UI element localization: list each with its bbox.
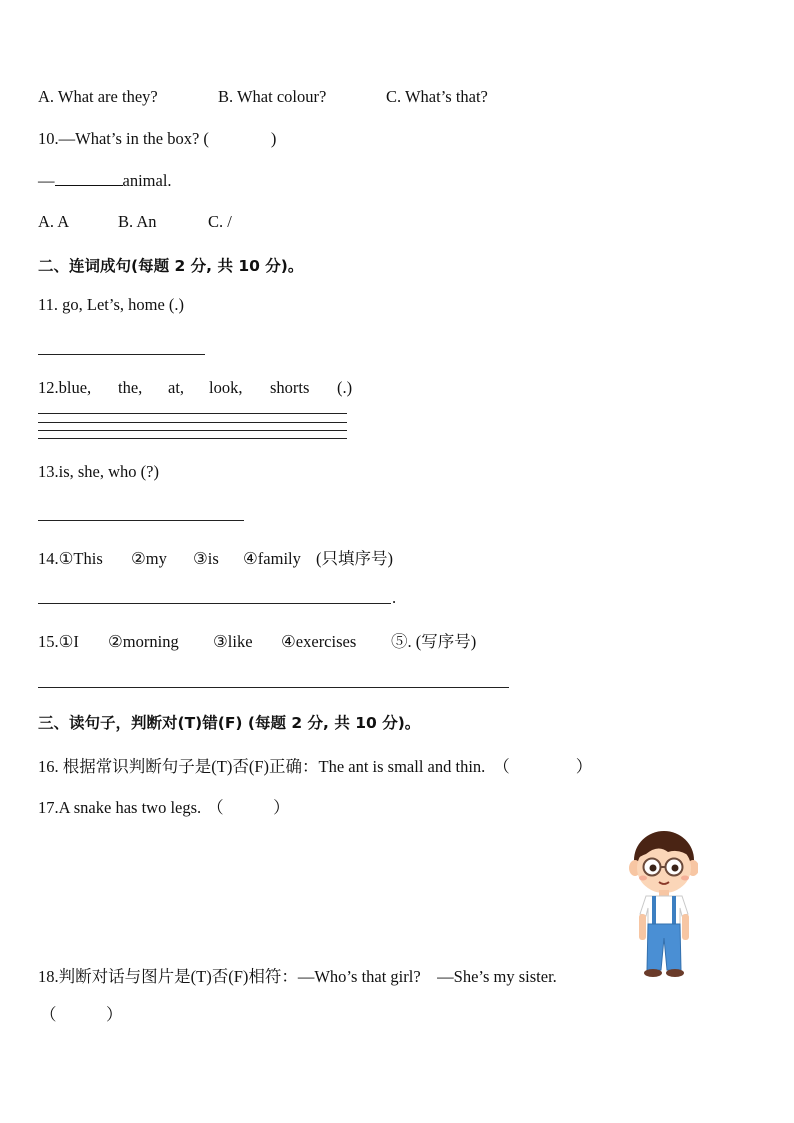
q18-answer-paren[interactable]: （ ） — [40, 1005, 123, 1024]
q12-text — [38, 378, 352, 398]
q15-word-4: ④exercises — [281, 632, 357, 651]
q11-text: 11. go, Let’s, home (.) — [38, 295, 185, 314]
q12-word-5: shorts — [270, 378, 310, 397]
q15-word-3: ③like — [213, 632, 253, 651]
q13-answer-line[interactable] — [38, 520, 244, 521]
q12-answer-line-1[interactable] — [38, 413, 347, 414]
q10-options — [38, 212, 232, 232]
q15-word-5: ⑤. (写序号) — [391, 632, 477, 651]
q10-answer-prefix: — — [38, 171, 55, 190]
q12-word-6: (.) — [337, 378, 353, 397]
q14-word-1: 14.①This — [38, 549, 103, 568]
q9-options — [38, 87, 488, 107]
q12-word-3: at, — [168, 378, 185, 397]
q16-text: 16. 根据常识判断句子是(T)否(F)正确：The ant is small and thin. — [38, 757, 486, 776]
q10-question — [38, 129, 276, 149]
q18-text: 18.判断对话与图片是(T)否(F)相符：—Who’s that girl? —She’s my sister. — [38, 967, 557, 986]
q14-word-3: ③is — [193, 549, 219, 568]
q10-option-c: C. / — [208, 212, 232, 231]
q10-blank[interactable] — [55, 170, 123, 186]
q10-question-text: 10.—What’s in the box? ( — [38, 129, 209, 148]
q12-word-4: look, — [209, 378, 243, 397]
q14-text — [38, 545, 393, 569]
q12-answer-line-2[interactable] — [38, 422, 347, 423]
q16-answer-paren[interactable]: （ ） — [493, 757, 593, 776]
q14-hint: (只填序号) — [316, 549, 393, 568]
q14-word-4: ④family — [243, 549, 301, 568]
q15-word-1: 15.①I — [38, 632, 79, 651]
q10-answer-line — [38, 170, 172, 191]
q10-answer-suffix: animal. — [122, 171, 172, 190]
q11-answer-line[interactable] — [38, 354, 205, 355]
q9-option-a: A. What are they? — [38, 87, 158, 106]
boy-with-glasses-icon — [628, 830, 698, 980]
q15-text — [38, 628, 476, 652]
section2-title: 二、连词成句(每题 2 分, 共 10 分)。 — [38, 257, 304, 275]
q16-line — [38, 753, 592, 777]
q10-option-a: A. A — [38, 212, 70, 231]
q10-close-paren: ) — [270, 129, 277, 148]
q14-end-period: . — [392, 588, 397, 607]
q14-word-2: ②my — [131, 549, 167, 568]
q12-word-1: 12.blue, — [38, 378, 92, 397]
q17-line — [38, 794, 290, 818]
q9-option-c: C. What’s that? — [386, 87, 488, 106]
q15-word-2: ②morning — [108, 632, 179, 651]
q17-text: 17.A snake has two legs. — [38, 798, 202, 817]
q12-word-2: the, — [118, 378, 143, 397]
q9-option-b: B. What colour? — [218, 87, 327, 106]
q17-answer-paren[interactable]: （ ） — [207, 798, 290, 817]
q13-text: 13.is, she, who (?) — [38, 462, 159, 481]
section3-title: 三、读句子，判断对(T)错(F) (每题 2 分, 共 10 分)。 — [38, 714, 421, 732]
q15-answer-line[interactable] — [38, 687, 509, 688]
q10-option-b: B. An — [118, 212, 157, 231]
q14-answer-line[interactable] — [38, 603, 391, 604]
q12-answer-line-3[interactable] — [38, 430, 347, 431]
q12-answer-line-4[interactable] — [38, 438, 347, 439]
